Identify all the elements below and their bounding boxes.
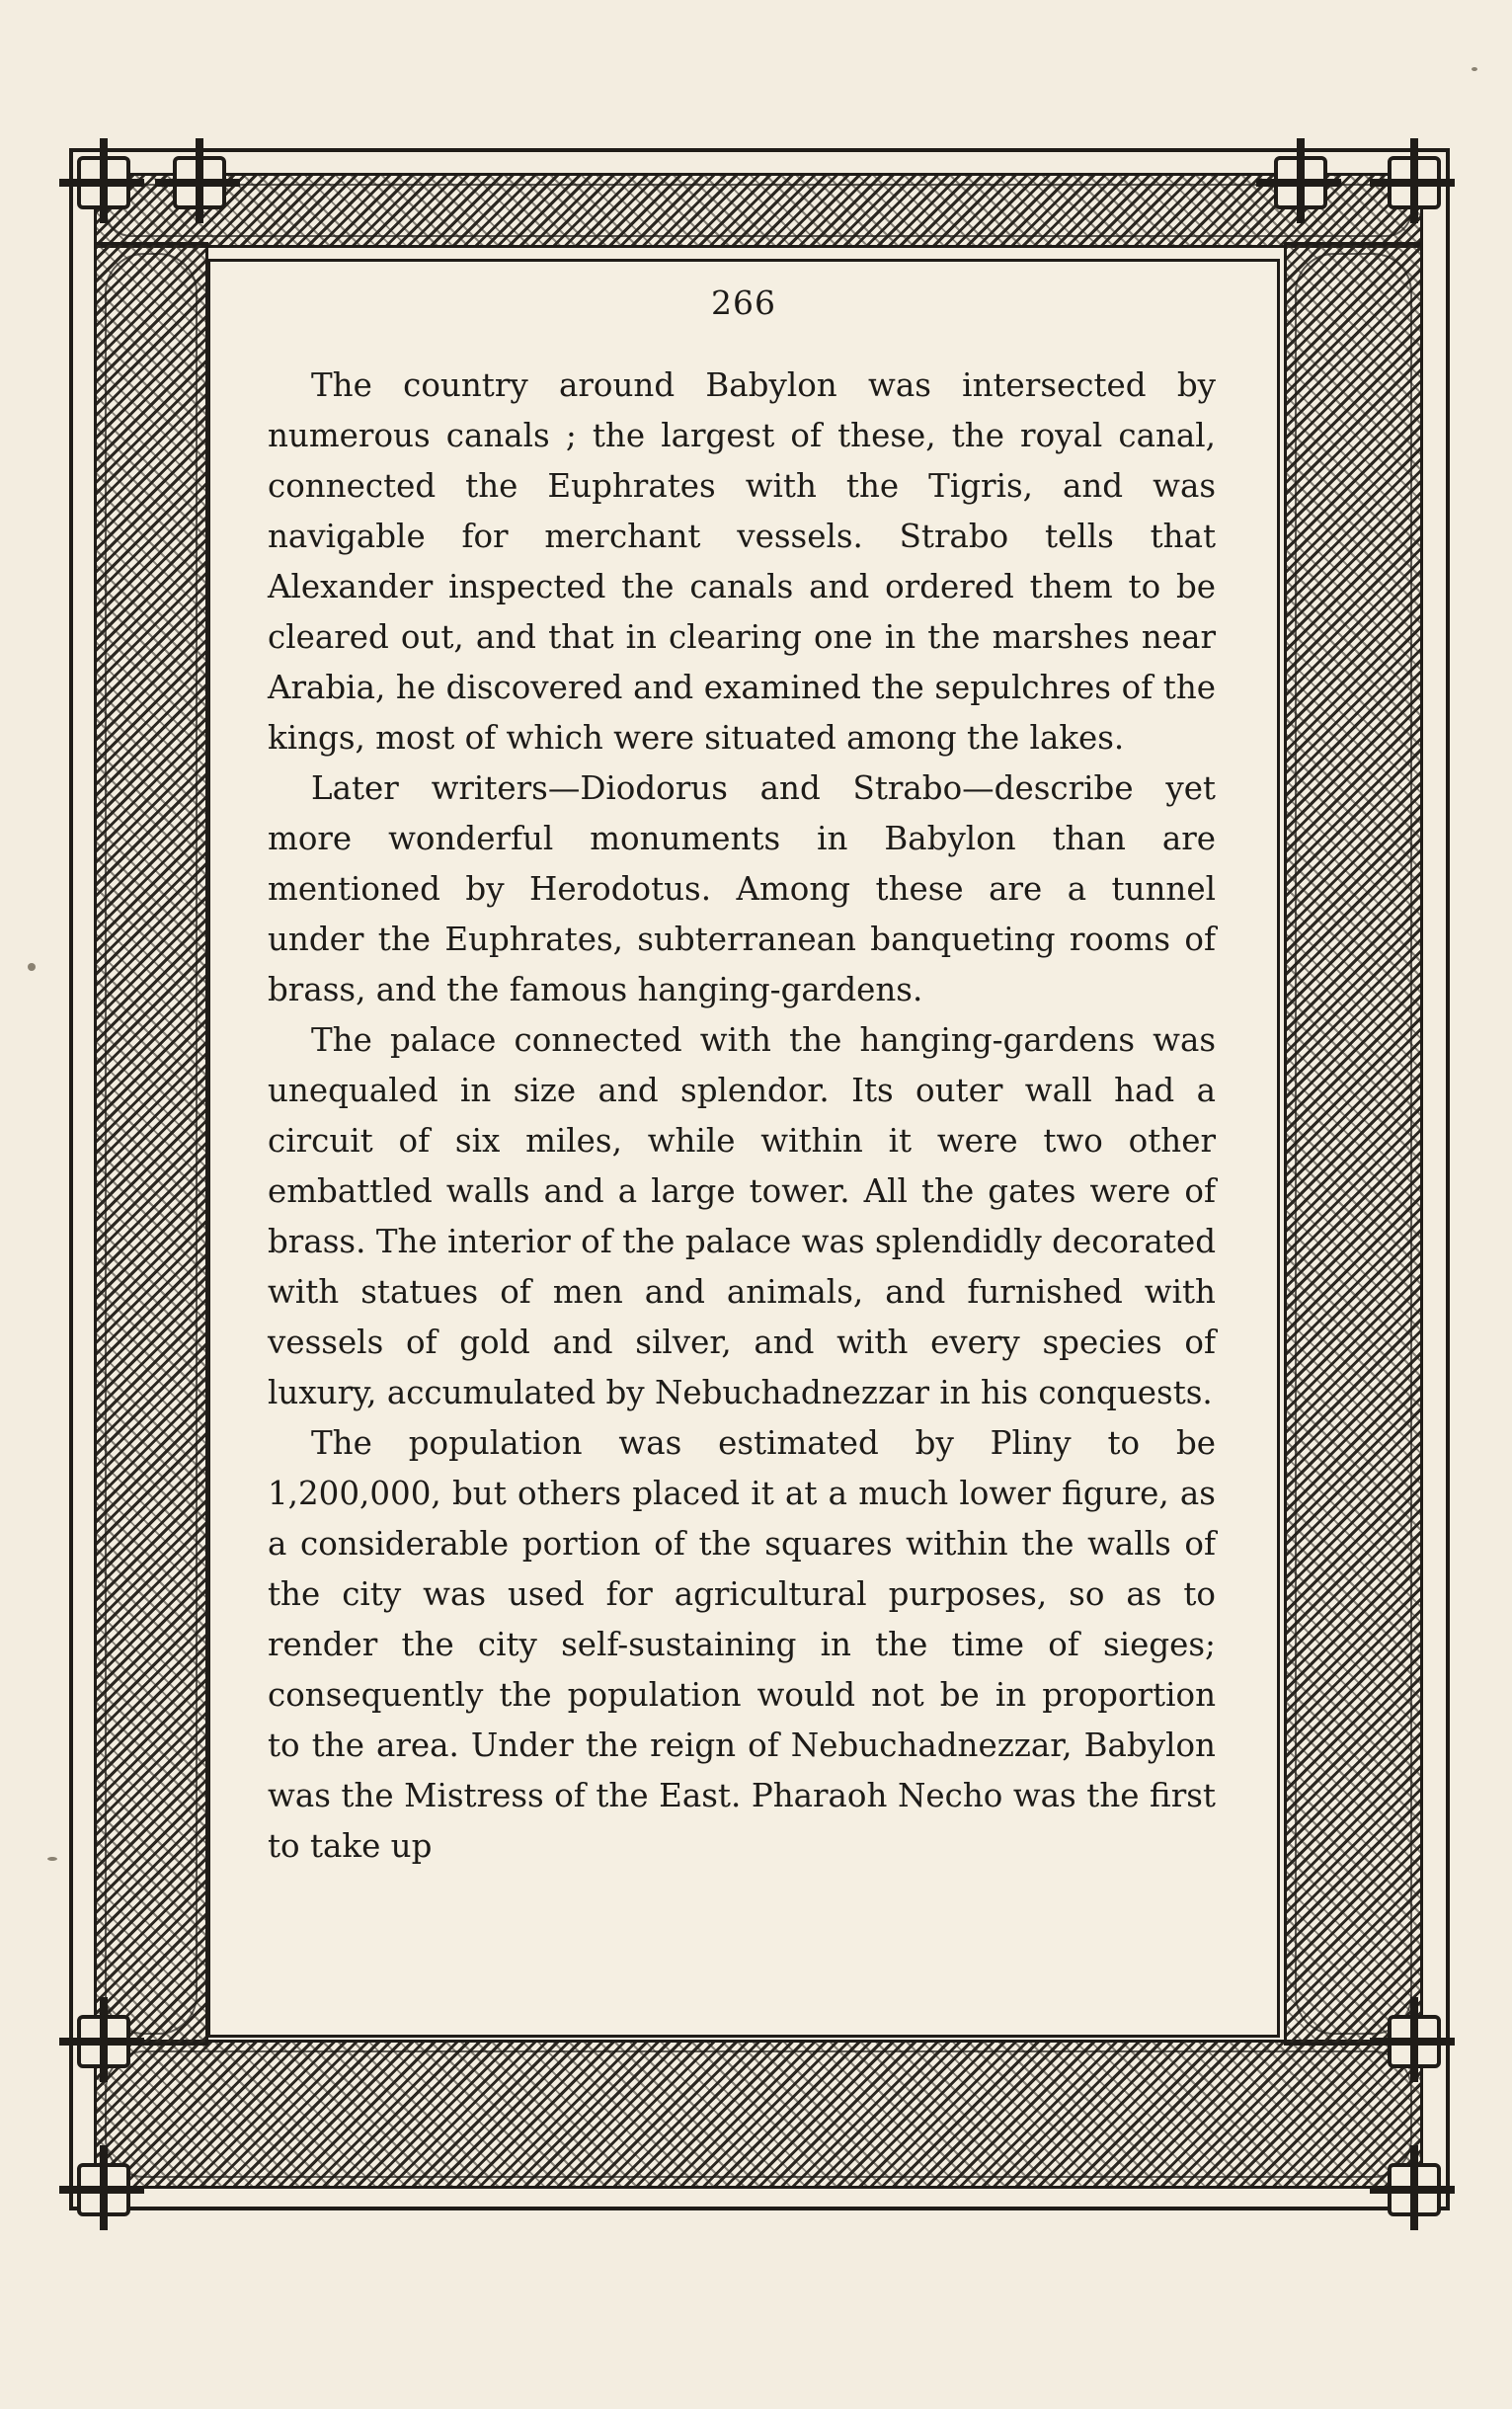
corner-knot-icon — [77, 156, 130, 209]
border-band-right — [1284, 242, 1423, 2046]
corner-knot-icon — [173, 156, 226, 209]
page-body — [268, 361, 1216, 1872]
paper-speck — [47, 1857, 57, 1861]
border-band-bottom — [94, 2040, 1423, 2189]
corner-knot-icon — [1388, 156, 1441, 209]
paper-speck — [28, 963, 36, 971]
text-panel — [207, 259, 1280, 2038]
corner-knot-icon — [77, 2163, 130, 2216]
paper-speck — [1472, 67, 1477, 71]
paragraph: The country around Babylon was intersected by numerous canals ; the largest of these, the royal canal, connected the Euphrates with the Tigris, and was navigable for merchant vessels. Strabo tells that Alexander inspected the canals and ordered them to be cleared out, and that in clearing one in the marshes near Arabia, he discovered and examined the sepulchres of the kings, most of which were situated among the lakes. — [268, 366, 1216, 757]
corner-knot-icon — [1388, 2015, 1441, 2068]
corner-knot-icon — [1274, 156, 1327, 209]
paragraph: Later writers—Diodorus and Strabo—describe yet more wonderful monuments in Babylon than are mentioned by Herodotus. Among these are a tunnel under the Euphrates, subterranean banqueting rooms of brass, and the famous hanging-gardens. — [268, 769, 1216, 1008]
corner-knot-icon — [77, 2015, 130, 2068]
page-number: 266 — [711, 283, 776, 322]
border-band-top — [94, 173, 1423, 248]
border-band-left — [94, 242, 208, 2046]
corner-knot-icon — [1388, 2163, 1441, 2216]
paragraph: The palace connected with the hanging-gardens was unequaled in size and splendor. Its outer wall had a circuit of six miles, while within it were two other embattled walls and a large tower. All the gates were of brass. The interior of the palace was splendidly decorated with statues of men and animals, and furnished with vessels of gold and silver, and with every species of luxury, accumulated by Nebuchadnezzar in his conquests. — [268, 1021, 1216, 1411]
paragraph: The population was estimated by Pliny to be 1,200,000, but others placed it at a much lower figure, as a considerable portion of the squares within the walls of the city was used for agricultural purposes, so as to render the city self-sustaining in the time of sieges; consequently the population would not be in proportion to the area. Under the reign of Nebuchadnezzar, Babylon was the Mistress of the East. Pharaoh Necho was the first to take up — [268, 1424, 1216, 1865]
